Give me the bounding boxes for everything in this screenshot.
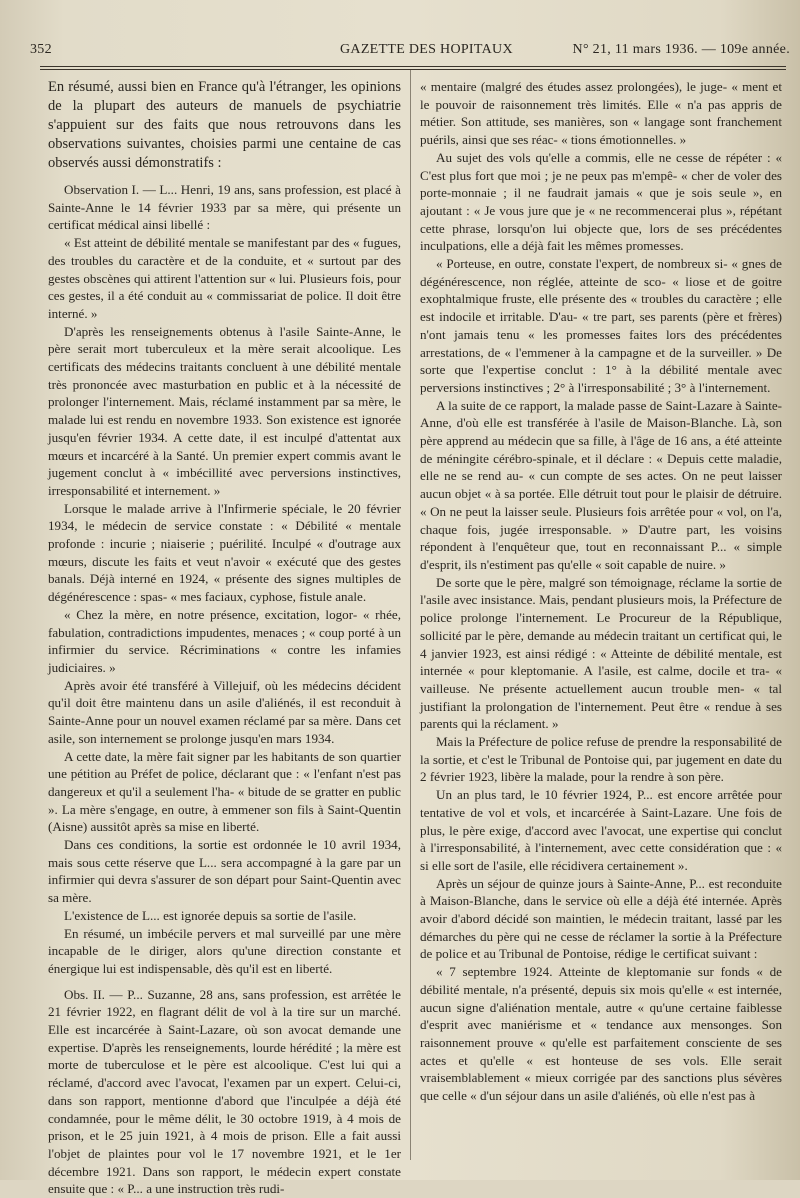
paragraph: Mais la Préfecture de police refuse de prendre la responsabilité de la sortie, et c'est le Tribunal de Pontoise qui, par jugement en date du 2 février 1923, libère la malade, pour la rendre à son père. <box>420 734 782 785</box>
journal-title: GAZETTE DES HOPITAUX <box>340 42 513 57</box>
paragraph: Lorsque le malade arrive à l'Infirmerie spéciale, le 20 février 1934, le médecin de service constate : « Débilité « mentale profonde : incurie ; niaiserie ; puérilité. Inculpé « d'outrage aux mœurs, discute les faits et veut n'avoir « exécuté que des gestes banals. Déjà interné en 1924, « présente des signes multiples de dégénérescence : spas- « mes faciaux, cyphose, fistule anale. <box>48 500 401 605</box>
paragraph: Au sujet des vols qu'elle a commis, elle ne cesse de répéter : « C'est plus fort que moi ; je ne peux pas m'empê- « cher de voler des porte-monnaie ; il ne faudrait jamais « que je sois seule », en ajoutant : « Je vous jure que je « ne recommencerai plus », répétant cette phrase, lorsqu'on lui objecte que, lors de ses précédentes inculpations, elle a déjà fait les mêmes promesses. <box>420 149 782 254</box>
paragraph: Après avoir été transféré à Villejuif, où les médecins décident qu'il doit être maintenu dans un asile d'aliénés, il est reconduit à Sainte-Anne pour un nouvel examen réclamé par sa mère. Dans cet asile, son internement se prolonge jusqu'en mars 1934. <box>48 677 401 746</box>
paragraph: « 7 septembre 1924. Atteinte de kleptomanie sur fonds « de débilité mentale, n'a présenté, depuis six mois qu'elle « est internée, aucun signe d'aliénation mentale, autre « qu'une certaine faiblesse d'esprit avec maniérisme et « tendance aux mensonges. Son raisonnement prouve « qu'elle est parfaitement consciente de ses actes et qu'elle « est honteuse de ses vols. Elle serait vraisemblablement « mieux corrigée par des sanctions plus sévères que celle « d'un séjour dans un asile d'aliénés, où elle n'est pas à <box>420 964 782 1104</box>
paragraph: « Porteuse, en outre, constate l'expert, de nombreux si- « gnes de dégénérescence, non réglée, atteinte de sco- « liose et de goitre exophtalmique fruste, elle présente des « troubles du caractère ; elle est indocile et irritable. D'au- « tre part, ses parents (père et frères) n'ont jamais tenu « les promesses faites lors des précédentes arrestations, de « l'emmener à la campagne et de la surveiller. » De sorte que l'expertise conclut : 1° à la débilité mentale avec perversions instinctives ; 2° à l'irresponsabilité ; 3° à l'internement. <box>420 256 782 395</box>
observation-heading-paragraph: Obs. II. — P... Suzanne, 28 ans, sans profession, est arrêtée le 21 février 1922, en flagrant délit de vol à la tire sur un marché. Elle est incarcérée à Saint-Lazare, où son avocat demande une expertise. D'après les renseignements, lourde hérédité ; la mère est morte de tuberculose et le père est alcoolique. C'est lui qui a réclamé, d'accord avec l'avocat, l'examen par un expert. Celui-ci, dans son rapport, mentionne d'abord que l'inculpée a déjà été condamnée, pour le même délit, le 30 octobre 1919, à 4 mois de prison, et le 25 juin 1921, à 4 mois de prison. Elle a fait aussi l'objet de plaintes pour vol le 17 novembre 1921, et le 1er décembre 1921. Dans son rapport, le médecin expert constate ensuite que : « P... a une instruction très rudi- <box>48 986 401 1197</box>
paragraph: Un an plus tard, le 10 février 1924, P... est encore arrêtée pour tentative de vol et vols, et incarcérée à Saint-Lazare. Une fois de plus, le père exige, d'accord avec l'avocat, une expertise qui conclut à l'irresponsabilité, à l'internement, avec cette considération que : « si elle sort de l'asile, elle récidivera certainement ». <box>420 787 782 873</box>
issue-line: N° 21, 11 mars 1936. — 109e année. <box>572 42 790 57</box>
paragraph: « Est atteint de débilité mentale se manifestant par des « fugues, des troubles du caractère et de la conduite, et « surtout par des gestes obscènes qui attirent l'attention sur « lui. Plusieurs fois, pour ces gestes, il a été conduit au « commissariat de police. Il doit être interné. » <box>48 235 401 321</box>
paragraph: A la suite de ce rapport, la malade passe de Saint-Lazare à Sainte-Anne, d'où elle est transférée à l'asile de Maison-Blanche. Là, son père apprend au médecin que sa fille, à l'âge de 16 ans, a été atteinte de méningite cérébro-spinale, et il déclare : « Depuis cette maladie, elle ne se rend au- « cun compte de ses actes. On ne peut laisser aucun objet « à sa portée. Elle détruit tout pour le plaisir de détruire. « On ne peut la laisser seule. Plusieurs fois arrêtée pour « vol, on l'a, chaque fois, jugée irresponsable. » D'autre part, les voisins répondent à l'enquêteur que, tout en reconnaissant P... « simple d'esprit, ils n'estiment pas qu'elle « soit capable de nuire. » <box>420 397 782 572</box>
observation-heading-paragraph: Observation I. — L... Henri, 19 ans, sans profession, est placé à Sainte-Anne le 14 février 1933 par sa mère, qui présente un certificat médical ainsi libellé : <box>48 182 401 233</box>
right-column <box>420 78 782 1105</box>
page-header <box>30 40 790 64</box>
header-rule <box>40 66 786 70</box>
paragraph: « Chez la mère, en notre présence, excitation, logor- « rhée, fabulation, contradictions impudentes, menaces ; « coup porté à un infirmier du service. Récriminations « contre les infamies judiciaires. » <box>48 606 401 675</box>
paragraph: A cette date, la mère fait signer par les habitants de son quartier une pétition au Préfet de police, déclarant que : « l'enfant n'est pas dangereux et qu'il a seulement l'ha- « bitude de se gratter en public ». La mère s'engage, en outre, à emmener son fils à Saint-Quentin (Aisne) aussitôt après sa mise en liberté. <box>48 748 401 835</box>
paragraph: L'existence de L... est ignorée depuis sa sortie de l'asile. <box>64 907 357 923</box>
paragraph: « mentaire (malgré des études assez prolongées), le juge- « ment et le pouvoir de raisonnement très limités. Elle « n'a pas appris de métier. Son attitude, ses manières, son « langage sont franchement puérils, ainsi que ses réac- « tions émotionnelles. » <box>420 79 782 148</box>
column-divider <box>410 70 411 1160</box>
paragraph: En résumé, un imbécile pervers et mal surveillé par une mère incapable de le diriger, alors qu'une direction constante et énergique lui est indispensable, dès qu'il est en liberté. <box>48 925 401 976</box>
paragraph: De sorte que le père, malgré son témoignage, réclame la sortie de l'asile avec insistance. Mais, pendant plusieurs mois, la Préfecture de police prolonge l'internement. Le Procureur de la République, sollicité par le père, demande au médecin traitant un certificat qui, le 4 janvier 1923, est ainsi rédigé : « Atteinte de débilité mentale, est internée « pour kleptomanie. A l'asile, est calme, docile et tra- « vailleuse. Ne présente actuellement aucun trouble men- « tal justifiant la prolongation de l'internement. Peut être « rendue à ses parents qui la réclament. » <box>420 574 782 732</box>
page-number: 352 <box>30 42 52 57</box>
paragraph: Après un séjour de quinze jours à Sainte-Anne, P... est reconduite à Maison-Blanche, dans le service où elle a déjà été internée. Après avoir d'abord décidé son maintien, le médecin traitant, lassé par les démarches du père qui ne cesse de réclamer la sortie à la Préfecture de police et au Tribunal de Pontoise, rédige le certificat suivant : <box>420 875 782 962</box>
paragraph: En résumé, aussi bien en France qu'à l'étranger, les opinions de la plupart des auteurs de manuels de psychiatrie s'appuient sur des faits que nous retrouvons dans les observations suivantes, choisies parmi une centaine de cas observés aussi démonstratifs : <box>48 79 401 171</box>
paragraph: D'après les renseignements obtenus à l'asile Sainte-Anne, le père serait mort tuberculeux et la mère serait alcoolique. Les certificats des médecins traitants concluent à une débilité mentale très prononcée avec masturbation en public et à la nécessité de prolonger l'internement. Mais, réclamé instamment par sa mère, le malade lui est rendu en novembre 1933. Son existence est ignorée jusqu'en février 1934. A cette date, il est inculpé d'attentat aux mœurs et incarcéré à la Santé. Un premier expert commis avant le jugement conclut à « imbécillité avec perversions instinctives, irresponsabilité et internement. » <box>48 323 401 498</box>
left-column <box>48 78 401 1198</box>
paragraph: Dans ces conditions, la sortie est ordonnée le 10 avril 1934, mais sous cette réserve que L... sera accompagné à la gare par un infirmier qui devra s'assurer de son départ pour Saint-Quentin avec sa mère. <box>48 837 401 906</box>
